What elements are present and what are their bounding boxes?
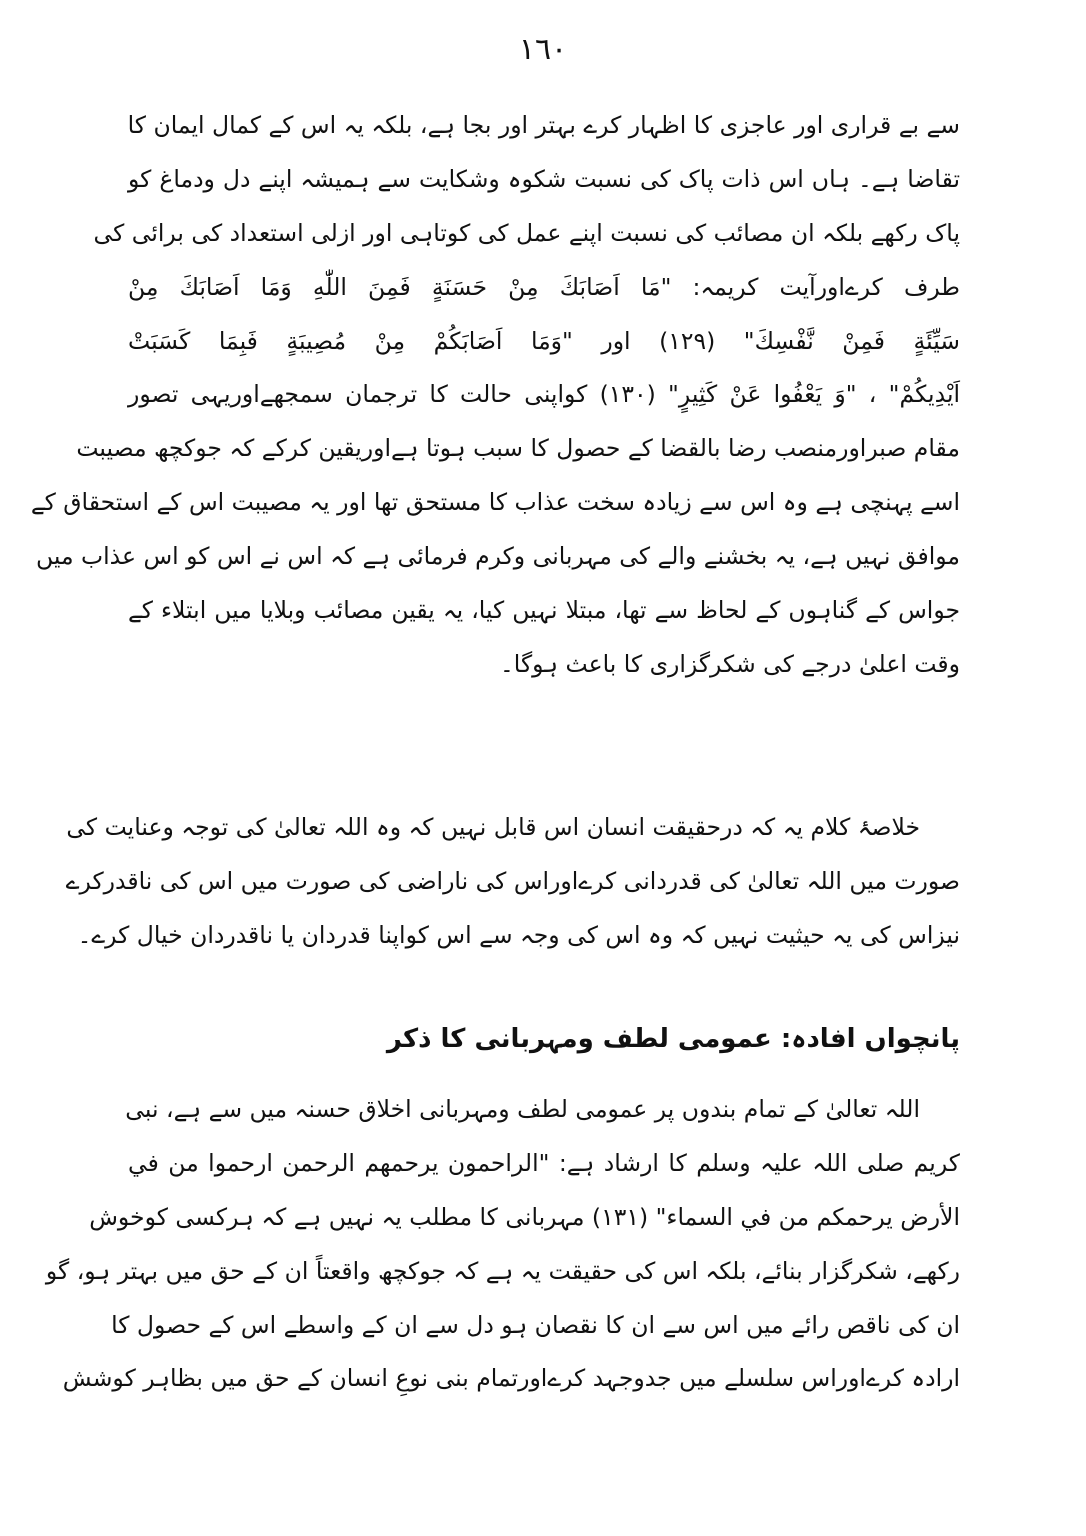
section-heading (128, 1013, 960, 1067)
text-line: رکھے، شکرگزار بنائے، بلکہ اس کی حقیقت یہ ہے کہ جوکچھ واقعتاً ان کے حق میں بہتر ہو، گو (45, 1256, 960, 1285)
text-line: نیزاس کی یہ حیثیت نہیں کہ وہ اس کی وجہ سے اس کواپنا قدردان یا ناقدردان خیال کرے۔ (77, 920, 960, 949)
text-line: موافق نہیں ہے، یہ بخشنے والے کی مہربانی وکرم فرمائی ہے کہ اس نے اس کو اس عذاب میں (35, 542, 960, 571)
text-line: اسے پہنچی ہے وہ اس سے زیادہ سخت عذاب کا مستحق تھا اور یہ مصیبت اس کے استحقاق کے (30, 488, 960, 517)
text-line: سے بے قراری اور عاجزی کا اظہار کرے بہتر اور بجا ہے، بلکہ یہ اس کے کمال ایمان کا (127, 111, 960, 139)
text-line: تقاضا ہے۔ ہاں اس ذات پاک کی نسبت شکوہ وشکایت سے ہمیشہ اپنے دل ودماغ کو (128, 164, 960, 193)
text-line: ارادہ کرےاوراس سلسلے میں جدوجہد کرےاورتمام بنی نوعِ انسان کے حق میں بظاہر کوشش (62, 1364, 960, 1393)
text-line: الأرض يرحمكم من في السماء" (١٣١) مہربانی کا مطلب یہ نہیں ہے کہ ہرکسی کوخوش (89, 1202, 960, 1231)
text-line: صورت میں اللہ تعالیٰ کی قدردانی کرےاوراس کی ناراضی کی صورت میں اس کی ناقدرکرے (65, 866, 960, 895)
text-line: اللہ تعالیٰ کے تمام بندوں پر عمومی لطف ومہربانی اخلاق حسنہ میں سے ہے، نبی (125, 1095, 920, 1123)
text-line: سَيِّئَةٍ فَمِنْ نَّفْسِكَ" (١٢٩) اور "وَمَا اَصَابَكُمْ مِنْ مُصِيبَةٍ فَبِمَا كَسَبَتْ (128, 326, 960, 355)
text-line: ان کی ناقص رائے میں اس سے ان کا نقصان ہو دل سے ان کے واسطے اس کے حصول کا (111, 1310, 960, 1339)
paragraph-3 (45, 1083, 960, 1406)
text-line: جواس کے گناہوں کے لحاظ سے تھا، مبتلا نہیں کیا، یہ یقین مصائب وبلایا میں ابتلاء کے (128, 596, 960, 625)
text-line: اَيْدِيكُمْ" ، "وَ يَعْفُوا عَنْ كَثِيرٍ" (١٣٠) کواپنی حالت کا ترجمان سمجھےاوریہی تصور (128, 380, 961, 409)
text-line: مقام صبراورمنصب رضا بالقضا کے حصول کا سبب ہوتا ہےاوریقین کرکے کہ جوکچھ مصیبت (76, 434, 960, 463)
paragraph-2 (65, 801, 960, 963)
paragraph-1 (30, 99, 961, 692)
text-line: وقت اعلیٰ درجے کی شکرگزاری کا باعث ہوگا۔ (500, 649, 960, 678)
text-line: طرف کرےاورآیت کریمہ: "مَا اَصَابَكَ مِنْ حَسَنَةٍ فَمِنَ اللّٰهِ وَمَا اَصَابَكَ مِنْ (128, 272, 960, 301)
text-line: پاک رکھے بلکہ ان مصائب کی نسبت اپنے عمل کی کوتاہی اور ازلی استعداد کی برائی کی (93, 218, 960, 247)
text-line: کریم صلی اللہ علیہ وسلم کا ارشاد ہے: "الراحمون يرحمهم الرحمن ارحموا من في (128, 1148, 960, 1177)
page-number: ١٦٠ (518, 32, 568, 67)
text-line: خلاصۂ کلام یہ کہ درحقیقت انسان اس قابل نہیں کہ وہ اللہ تعالیٰ کی توجہ وعنایت کی (66, 813, 920, 841)
heading-line: پانچواں افادہ: عمومی لطف ومہربانی کا ذکر (386, 1024, 960, 1054)
